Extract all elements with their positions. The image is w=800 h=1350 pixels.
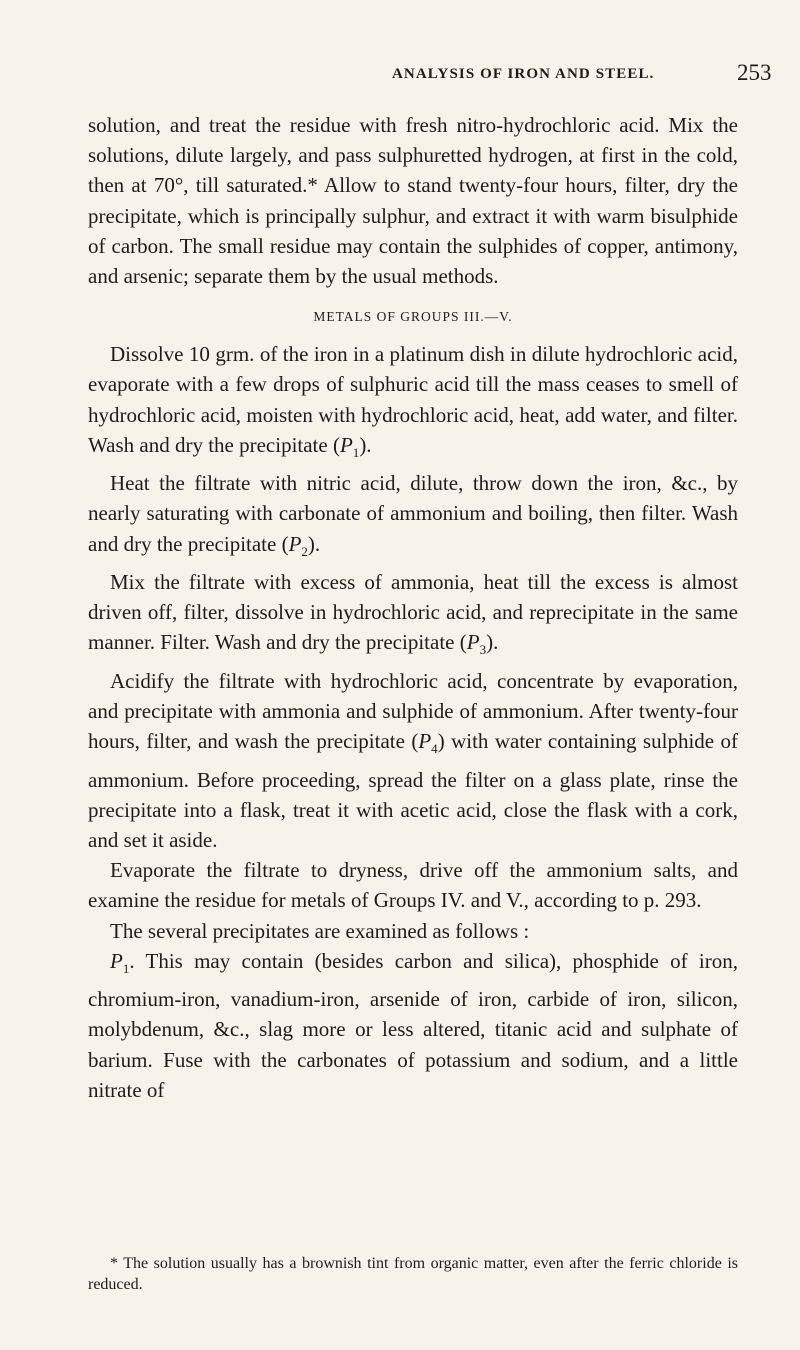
paragraph-examined: The several precipitates are examined as follows :: [110, 918, 530, 943]
symbol-p: P: [288, 531, 302, 556]
symbol-p: P: [339, 432, 353, 457]
paragraph-text: Dissolve 10 grm. of the iron in a platinum dish in dilute hydrochloric acid, evaporate with a few drops of sulphuric acid till the mass ceases to smell of hydrochloric acid, moisten with hydrochloric acid, heat, add water, and filter. Wash and dry the precipitate (: [88, 342, 738, 457]
paragraph-evaporate: Evaporate the filtrate to dryness, drive off the ammonium salts, and examine the residue for metals of Groups IV. and V., according to p. 293.: [88, 858, 738, 913]
paragraph-text: Heat the filtrate with nitric acid, dilute, throw down the iron, &c., by nearly saturating with carbonate of ammonium and boiling, then filter. Wash and dry the precipitate (: [88, 471, 738, 556]
paragraph-text: Acidify the filtrate with hydrochloric acid, concentrate by evaporation, and precipitate with ammonia and sulphide of ammonium. After twenty-four hours, filter, and wash the precipitate (: [88, 668, 738, 754]
paragraph-p1: [88, 946, 738, 1105]
subscript: 1: [122, 961, 130, 977]
paragraph-dissolve: [88, 339, 738, 468]
section-heading: METALS OF GROUPS III.—V.: [313, 309, 513, 325]
paragraph-mix-filtrate: [88, 567, 738, 666]
paragraph-text: ) with water containing sulphide of ammonium. Before proceeding, spread the filter on a glass plate, rinse the precipitate into a flask, treat it with acetic acid, close the flask with a cork, and set it aside.: [88, 729, 738, 853]
page-number: 253: [737, 60, 772, 85]
paragraph-continuation: solution, and treat the residue with fresh nitro-hydrochloric acid. Mix the solutions, dilute largely, and pass sulphuretted hydrogen, at first in the cold, then at 70°, till saturated.* Allow to stand twenty-four hours, filter, dry the precipitate, which is principally sulphur, and extract it with warm bisulphide of carbon. The small residue may contain the sulphides of copper, antimony, and arsenic; separate them by the usual methods.: [88, 113, 738, 289]
subscript: 2: [301, 543, 308, 559]
paragraph-heat-filtrate: [88, 468, 738, 567]
symbol-p: P: [110, 948, 123, 973]
subscript: 3: [479, 642, 487, 658]
paragraph-text: Mix the filtrate with excess of ammonia, heat till the excess is almost driven off, filter, dissolve in hydrochloric acid, and reprecipitate in the same manner. Filter. Wash and dry the precipitate (: [88, 570, 738, 655]
paragraph-text: ).: [486, 630, 499, 655]
paragraph-acidify: [88, 666, 738, 855]
symbol-p: P: [466, 630, 480, 655]
subscript: 4: [431, 741, 438, 757]
paragraph-text: . This may contain (besides carbon and silica), phosphide of iron, chromium-iron, vanadium-iron, arsenide of iron, carbide of iron, silicon, molybdenum, &c., slag more or less altered, titanic acid and sulphate of barium. Fuse with the carbonates of potassium and sodium, and a little nitrate of: [88, 948, 738, 1102]
footnote: * The solution usually has a brownish tint from organic matter, even after the ferric chloride is reduced.: [88, 1255, 738, 1293]
paragraph-text: ).: [307, 531, 321, 556]
symbol-p: P: [418, 729, 432, 754]
running-head: ANALYSIS OF IRON AND STEEL.: [392, 66, 655, 82]
body-text: [88, 110, 738, 1105]
paragraph-text: ).: [359, 432, 372, 457]
subscript: 1: [352, 445, 360, 461]
